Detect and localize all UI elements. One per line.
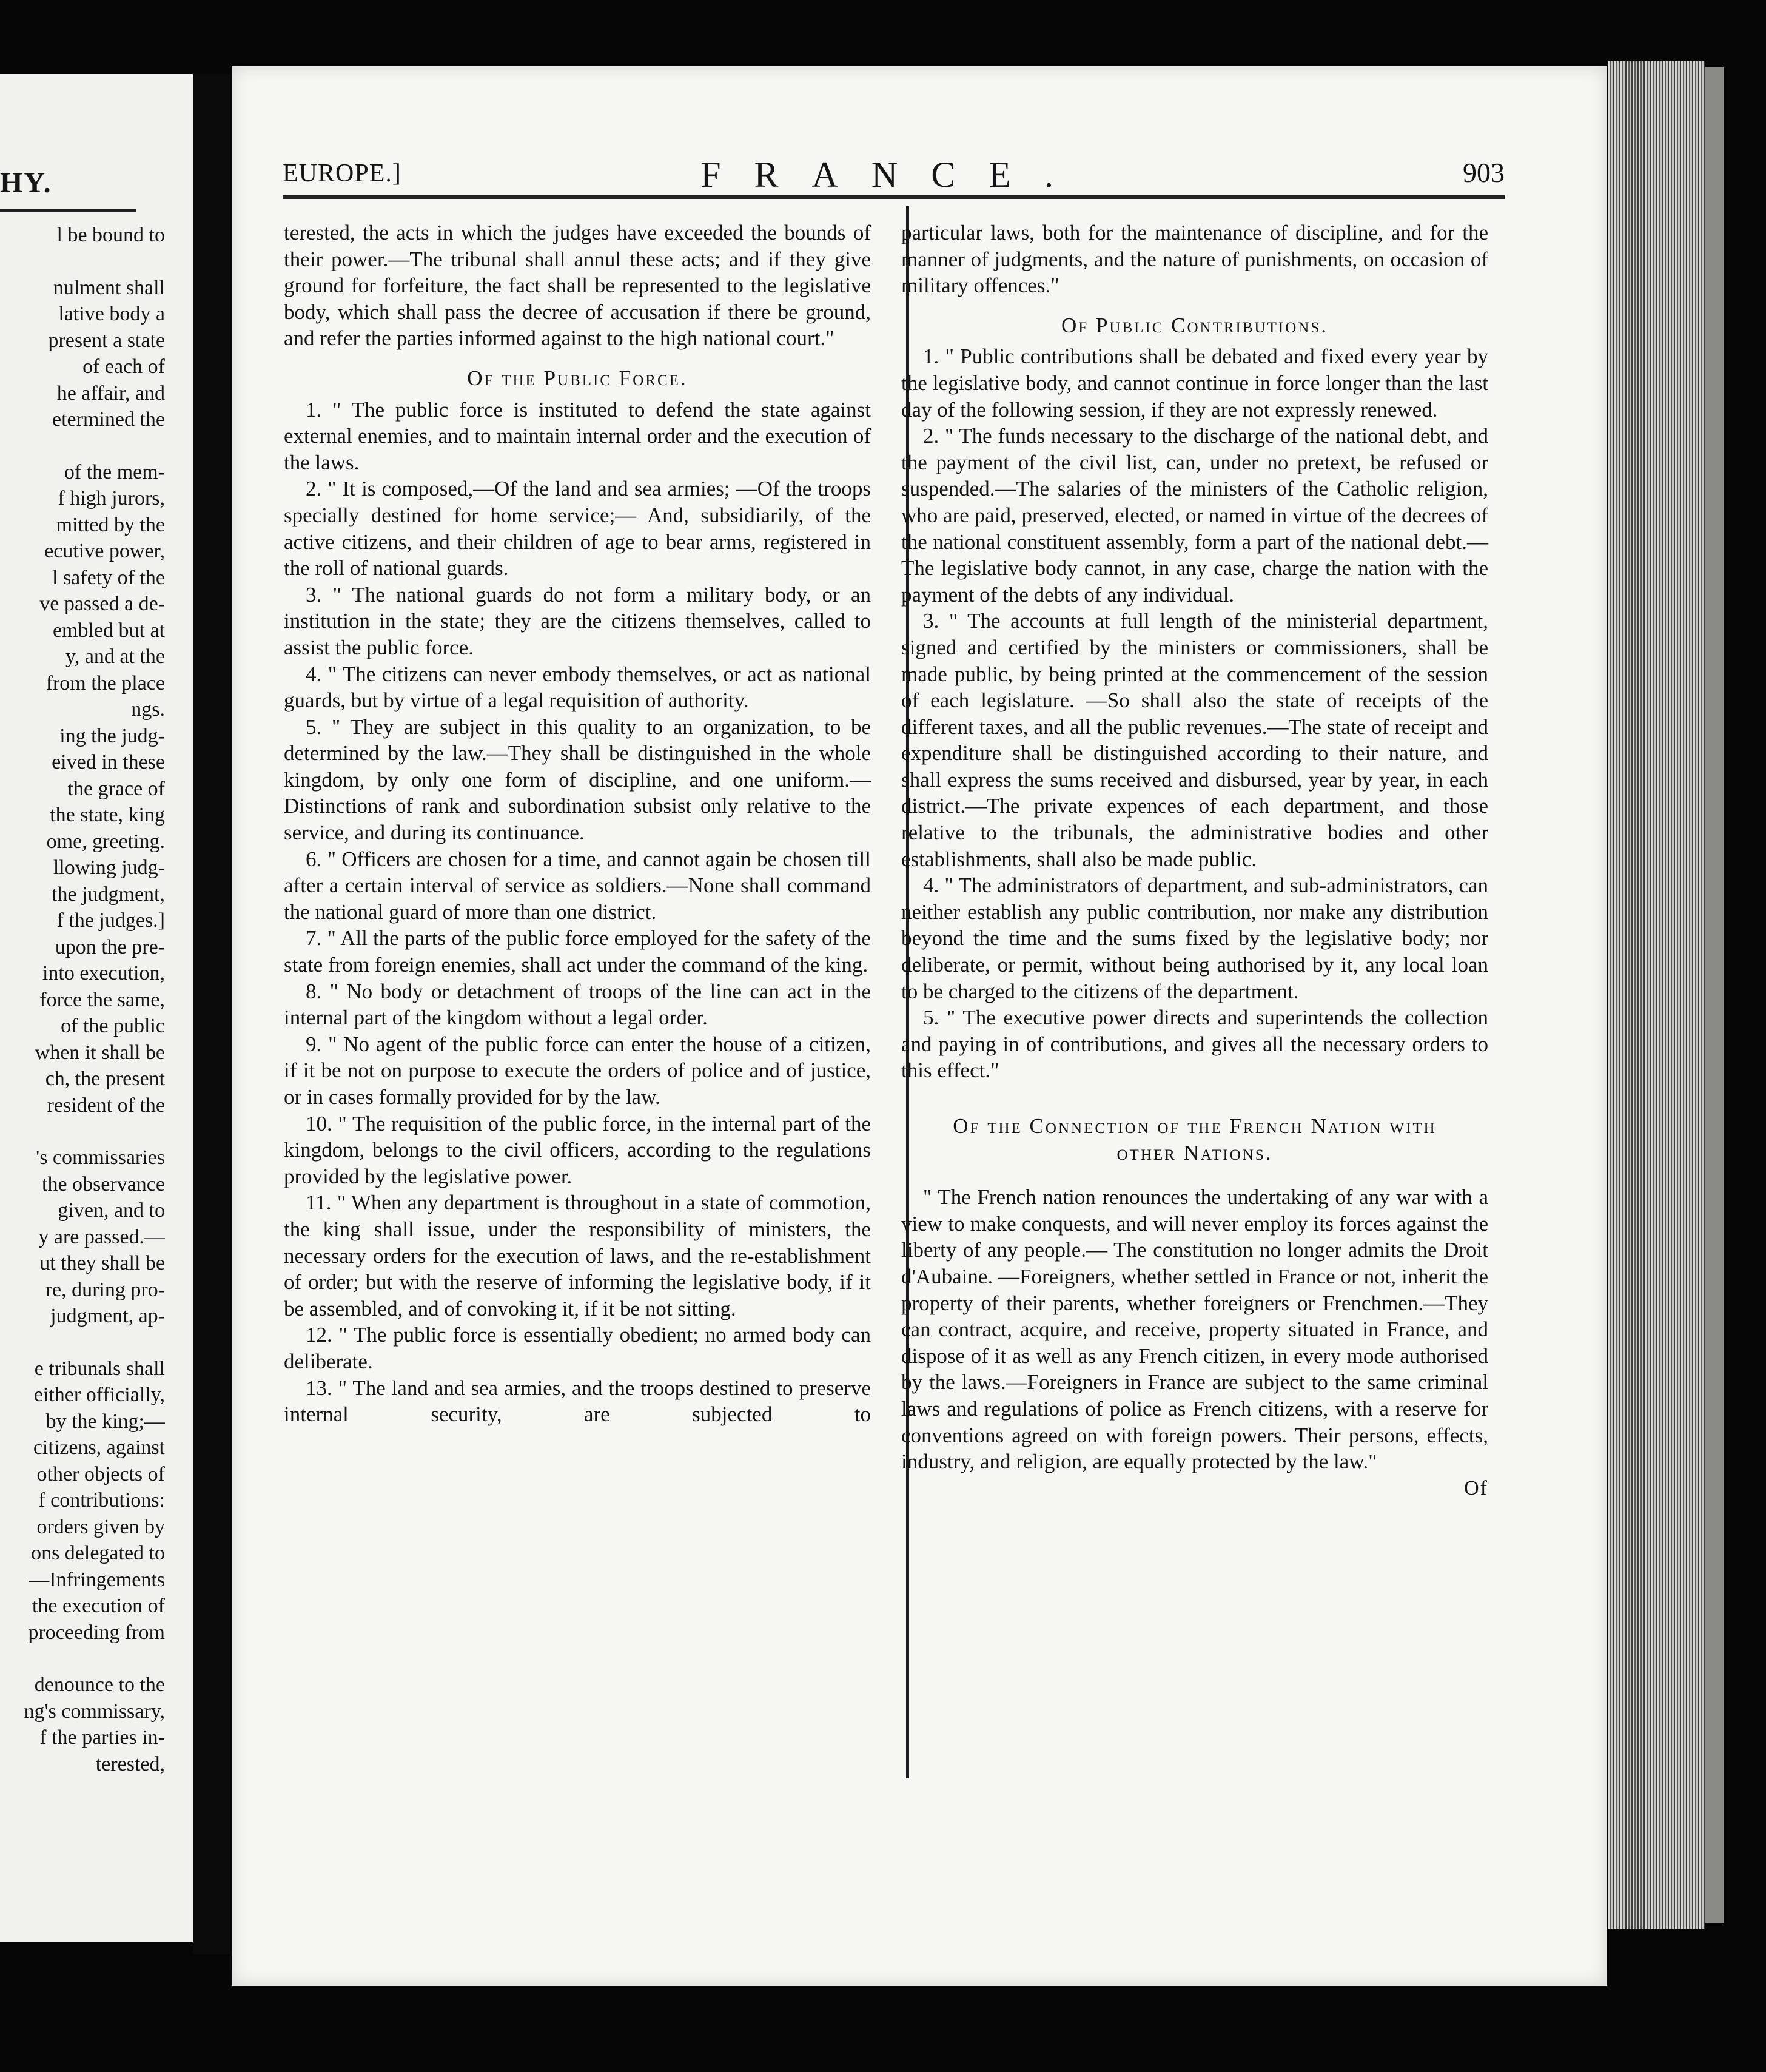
paragraph: 5. " The executive power directs and superintends the collection and paying in of contributions, and gives all the necessary orders to this effect." [901, 1006, 1488, 1083]
book-gutter [193, 74, 230, 1954]
paragraph: 6. " Officers are chosen for a time, and cannot again be chosen till after a certain interval of service as soldiers.—None shall command the national guard of more than one district. [284, 847, 871, 924]
left-page-line: either officially, [33, 1384, 165, 1406]
section-heading: Of the Public Force. [467, 366, 688, 390]
paragraph: 13. " The land and sea armies, and the troops destined to preserve internal security, are subjected to [284, 1376, 871, 1427]
left-page-fragment [0, 74, 193, 1942]
left-page-line: ons delegated to [31, 1542, 165, 1564]
paragraph: " The French nation renounces the undertaking of any war with a view to make conquests, and will never employ its forces against the liberty of any people.— The constitution no longer admits the Droit d'Aubaine. —Foreigners, whether settled in France or not, inherit the property of their parents, whether foreigners or Frenchmen.—They can contract, acquire, and receive, property situated in France, and dispose of it as well as any French citizen, in every mode authorised by the laws.—Foreigners in France are subject to the same criminal laws and regulations of police as French citizens, with a reserve for conventions agreed on with foreign powers. Their persons, effects, industry, and religion, are equally protected by the law." [901, 1185, 1488, 1474]
running-head-title: FRANCE. [700, 155, 1087, 195]
catchword: Of [1464, 1476, 1488, 1499]
paragraph: 4. " The administrators of department, and sub-administrators, can neither establish any public contribution, nor make any distribution beyond the time and the sums fixed by the legislative body; nor deliberate, or permit, without being authorised by it, any local loan to be charged to the citizens of the department. [901, 873, 1488, 1003]
left-page-line: other objects of [36, 1462, 165, 1485]
left-page-line: the execution of [32, 1595, 165, 1617]
paragraph: 8. " No body or detachment of troops of the line can act in the internal part of the kingdom without a legal order. [284, 979, 871, 1030]
left-page-line: force the same, [39, 988, 165, 1011]
left-page-line: ut they shall be [39, 1252, 165, 1274]
left-page-rule [0, 209, 136, 212]
page-edges [1608, 61, 1705, 1929]
left-page-line: llowing judg- [53, 856, 165, 879]
left-page-line: judgment, ap- [50, 1305, 165, 1327]
section-heading: Of Public Contributions. [1061, 313, 1328, 337]
left-page-line: ngs. [131, 698, 165, 721]
left-page-line: from the place [45, 671, 165, 695]
paragraph: 5. " They are subject in this quality to an organization, to be determined by the law.—They shall be distinguished in the whole kingdom, by only one form of discipline, and one uniform.—Distinctions of rank and subordination subsist only relative to the service, and during its continuance. [284, 715, 871, 845]
book-edge [1705, 67, 1724, 1923]
section-heading: Of the Connection of the French Nation with other Nations. [953, 1114, 1437, 1165]
paragraph: 3. " The national guards do not form a military body, or an institution in the state; they are the citizens themselves, called to assist the public force. [284, 582, 871, 659]
running-head-section: EUROPE.] [283, 160, 401, 187]
left-page-line: of the public [61, 1015, 165, 1037]
paragraph: 1. " Public contributions shall be debated and fixed every year by the legislative body, and cannot continue in force longer than the last day of the following session, if they are not expressly renewed. [901, 345, 1488, 422]
paragraph: 2. " It is composed,—Of the land and sea armies; —Of the troops specially destined for home service;— And, subsidiarily, of the active citizens, and their children of age to bear arms, registered in the roll of national guards. [284, 477, 871, 580]
left-page-line: of each of [82, 355, 165, 378]
left-page-line: ng's commissary, [24, 1700, 165, 1723]
left-page-line: of the mem- [64, 460, 165, 483]
left-page-line: y, and at the [65, 645, 165, 668]
left-page-line [0, 433, 165, 459]
running-head [283, 154, 1505, 195]
left-page-line: lative body a [58, 303, 165, 325]
left-page-line: when it shall be [35, 1041, 165, 1064]
left-page-line: 's commissaries [36, 1146, 165, 1169]
paragraph: 4. " The citizens can never embody themselves, or act as national guards, but by virtue of a legal requisition of authority. [284, 662, 871, 713]
paragraph: 7. " All the parts of the public force employed for the safety of the state from foreign enemies, shall act under the command of the king. [284, 926, 871, 977]
left-page-line: terested, [95, 1752, 165, 1775]
left-page-line: ing the judg- [59, 724, 165, 747]
left-page-line: e tribunals shall [34, 1357, 165, 1380]
left-page-line: nulment shall [53, 276, 165, 299]
left-page-header: HY. [0, 167, 52, 199]
left-page-line [0, 1646, 165, 1672]
left-page-line: re, during pro- [45, 1278, 165, 1301]
left-page-line: given, and to [58, 1199, 165, 1222]
left-page-line: by the king;— [45, 1410, 165, 1433]
left-page-line: citizens, against [33, 1436, 165, 1459]
left-page-line: denounce to the [34, 1673, 165, 1696]
left-page-line: the grace of [67, 777, 165, 800]
left-page-line: upon the pre- [55, 935, 165, 958]
paragraph: 9. " No agent of the public force can enter the house of a citizen, if it be not on purpose to execute the orders of police and of justice, or in cases formally provided for by the law. [284, 1032, 871, 1109]
paragraph: 11. " When any department is throughout in a state of commotion, the king shall issue, under the responsibility of ministers, the necessary orders for the execution of laws, and the re-establishment of order; but with the reserve of informing the legislative body, if it be assembled, and of convoking it, if it be not sitting. [284, 1191, 871, 1320]
left-page-line: proceeding from [28, 1621, 165, 1644]
left-page-line: ome, greeting. [46, 830, 165, 853]
left-page-line [0, 249, 165, 275]
paragraph: 3. " The accounts at full length of the ministerial department, signed and certified by the ministers or commissioners, shall be made public, by being printed at the commencement of the session of each legislature. —So shall also the state of receipts of the different taxes, and all the public revenues.—The state of receipt and expenditure shall be distinguished according to their nature, and shall express the sums received and disbursed, year by year, in each district.—The private expences of each department, and those relative to the tribunals, the administrative bodies and other establishments, shall also be made public. [901, 609, 1488, 871]
left-page-line: ecutive power, [44, 540, 165, 562]
left-page-line: etermined the [52, 408, 165, 431]
paragraph: particular laws, both for the maintenance of discipline, and for the manner of judgments, and the nature of punishments, on occasion of military offences." [901, 221, 1488, 298]
left-page-line: y are passed.— [38, 1225, 165, 1248]
left-page-line: the observance [42, 1172, 165, 1196]
left-page-text [0, 222, 165, 1777]
left-page-line: l safety of the [52, 566, 165, 589]
left-page-line: embled but at [52, 619, 165, 642]
left-page-line: present a state [48, 329, 165, 352]
left-page-line: l be bound to [56, 224, 165, 246]
left-page-line: f the judges.] [56, 909, 165, 932]
left-page-line: mitted by the [56, 513, 165, 536]
text-column-left [284, 220, 871, 1428]
left-page-line: orders given by [36, 1515, 165, 1538]
header-rule [283, 195, 1505, 199]
left-page-line: resident of the [47, 1094, 165, 1117]
left-page-line: f high jurors, [58, 487, 165, 510]
left-page-line [0, 1118, 165, 1145]
left-page-line: ve passed a de- [39, 593, 165, 615]
paragraph: 12. " The public force is essentially obedient; no armed body can deliberate. [284, 1323, 871, 1373]
left-page-line: the judgment, [52, 883, 165, 906]
left-page-line: he affair, and [56, 382, 165, 405]
book-page [232, 66, 1607, 1986]
paragraph: 1. " The public force is instituted to defend the state against external enemies, and to maintain internal order and the execution of the laws. [284, 397, 871, 474]
left-page-line: eived in these [52, 751, 165, 773]
paragraph: terested, the acts in which the judges have exceeded the bounds of their power.—The tribunal shall annul these acts; and if they give ground for forfeiture, the fact shall be represented to the legislative body, which shall pass the decree of accusation if there be ground, and refer the parties informed against to the high national court." [284, 221, 871, 351]
left-page-line: the state, king [50, 804, 165, 826]
page-number: 903 [1463, 157, 1505, 188]
paragraph: 10. " The requisition of the public force, in the internal part of the kingdom, belongs to the civil officers, according to the regulations provided by the legislative power. [284, 1111, 871, 1188]
left-page-line [0, 1330, 165, 1356]
paragraph: 2. " The funds necessary to the discharge of the national debt, and the payment of the civil list, can, under no pretext, be refused or suspended.—The salaries of the ministers of the Catholic religion, who are paid, preserved, elected, or named in virtue of the decrees of the national constituent assembly, form a part of the national debt.—The legislative body cannot, in any case, charge the nation with the payment of the debts of any individual. [901, 424, 1488, 607]
left-page-line: into execution, [42, 962, 165, 984]
text-column-right [901, 220, 1488, 1502]
left-page-line: ch, the present [45, 1068, 165, 1090]
left-page-line: —Infringements [29, 1568, 165, 1591]
left-page-line: f the parties in- [39, 1726, 165, 1749]
left-page-line: f contributions: [38, 1489, 165, 1512]
